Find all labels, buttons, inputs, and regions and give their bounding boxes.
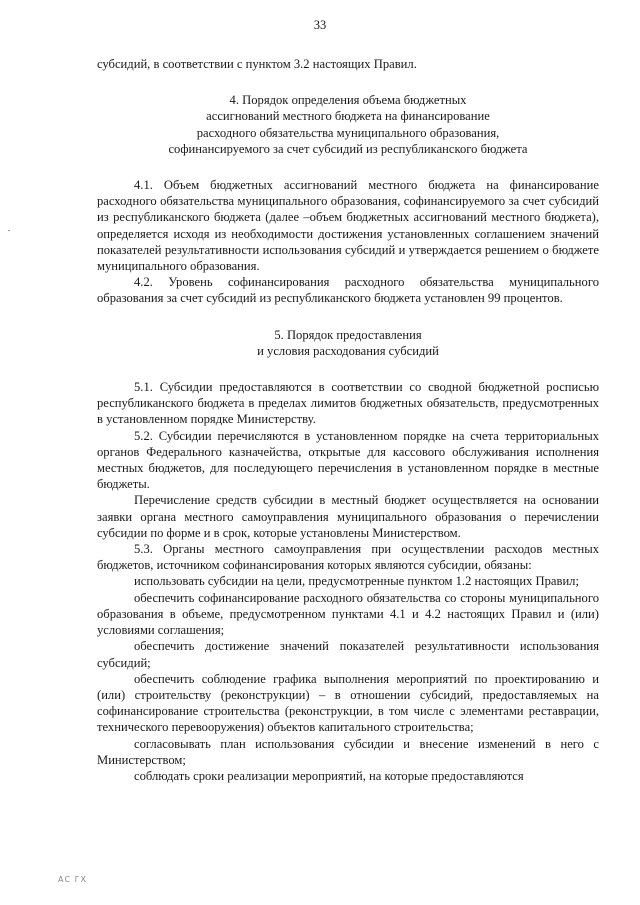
paragraph-4-1: 4.1. Объем бюджетных ассигнований местного бюджета на финансирование расходного обязательства муниципального образования, софинансируемого за счет субсидий из республиканского бюджета (далее –объем бюджетных ассигнований местного бюджета), определяется исходя из необходимости достижения установленных соглашением значений показателей результативности использования субсидий и утверждается решением о бюджете муниципального образования. bbox=[97, 178, 599, 274]
lead-paragraph: субсидий, в соответствии с пунктом 3.2 настоящих Правил. bbox=[97, 57, 417, 71]
section-5-heading bbox=[97, 327, 599, 359]
footer-stamp: АС ГХ bbox=[58, 875, 87, 884]
paragraph-5-2: 5.2. Субсидии перечисляются в установленном порядке на счета территориальных органов Федерального казначейства, открытые для кассового обслуживания исполнения местных бюджетов, для последующего перечисления в установленном порядке в местные бюджеты. bbox=[97, 428, 599, 492]
heading-line: и условия расходования субсидий bbox=[257, 343, 439, 358]
heading-line: расходного обязательства муниципального образования, bbox=[196, 125, 500, 140]
margin-mark bbox=[8, 230, 10, 231]
paragraph-5-2-transfer: Перечисление средств субсидии в местный бюджет осуществляется на основании заявки органа местного самоуправления муниципального образования о перечислении субсидии по форме и в срок, которые установлены Министерством. bbox=[97, 493, 599, 540]
obligation-item: соблюдать сроки реализации мероприятий, на которые предоставляются bbox=[134, 768, 524, 783]
page-number: 33 bbox=[313, 18, 327, 32]
obligation-item: обеспечить достижение значений показателей результативности использования субсидий; bbox=[97, 639, 599, 670]
paragraph-5-1: 5.1. Субсидии предоставляются в соответствии со сводной бюджетной росписью республиканского бюджета в пределах лимитов бюджетных обязательств, предусмотренных в установленном порядке Министерству. bbox=[97, 380, 599, 427]
heading-line: 5. Порядок предоставления bbox=[274, 327, 422, 342]
obligation-item: использовать субсидии на цели, предусмотренные пунктом 1.2 настоящих Правил; bbox=[134, 574, 579, 589]
heading-line: 4. Порядок определения объема бюджетных bbox=[229, 93, 467, 108]
obligation-item: согласовывать план использования субсидии и внесение изменений в него с Министерством; bbox=[97, 736, 599, 767]
paragraph-5-3: 5.3. Органы местного самоуправления при осуществлении расходов местных бюджетов, источником софинансирования которых являются субсидии, обязаны: bbox=[97, 542, 599, 573]
obligation-item: обеспечить софинансирование расходного обязательства со стороны муниципального образования в объеме, предусмотренном пунктами 4.1 и 4.2 настоящих Правил и (или) условиями соглашения; bbox=[97, 590, 599, 638]
paragraph-4-2: 4.2. Уровень софинансирования расходного обязательства муниципального образования за счет субсидий из республиканского бюджета установлен 99 процентов. bbox=[97, 275, 599, 306]
section-4-heading bbox=[97, 92, 599, 157]
heading-line: ассигнований местного бюджета на финансирование bbox=[206, 109, 490, 124]
heading-line: софинансируемого за счет субсидий из республиканского бюджета bbox=[168, 141, 528, 156]
document-body bbox=[97, 56, 599, 784]
obligation-item: обеспечить соблюдение графика выполнения мероприятий по проектированию и (или) строительству (реконструкции) – в отношении субсидий, предоставляемых на софинансирование строительства (реконструкции, в том числе с элементами реставрации, технического перевооружения) объектов капитального строительства; bbox=[97, 671, 599, 735]
